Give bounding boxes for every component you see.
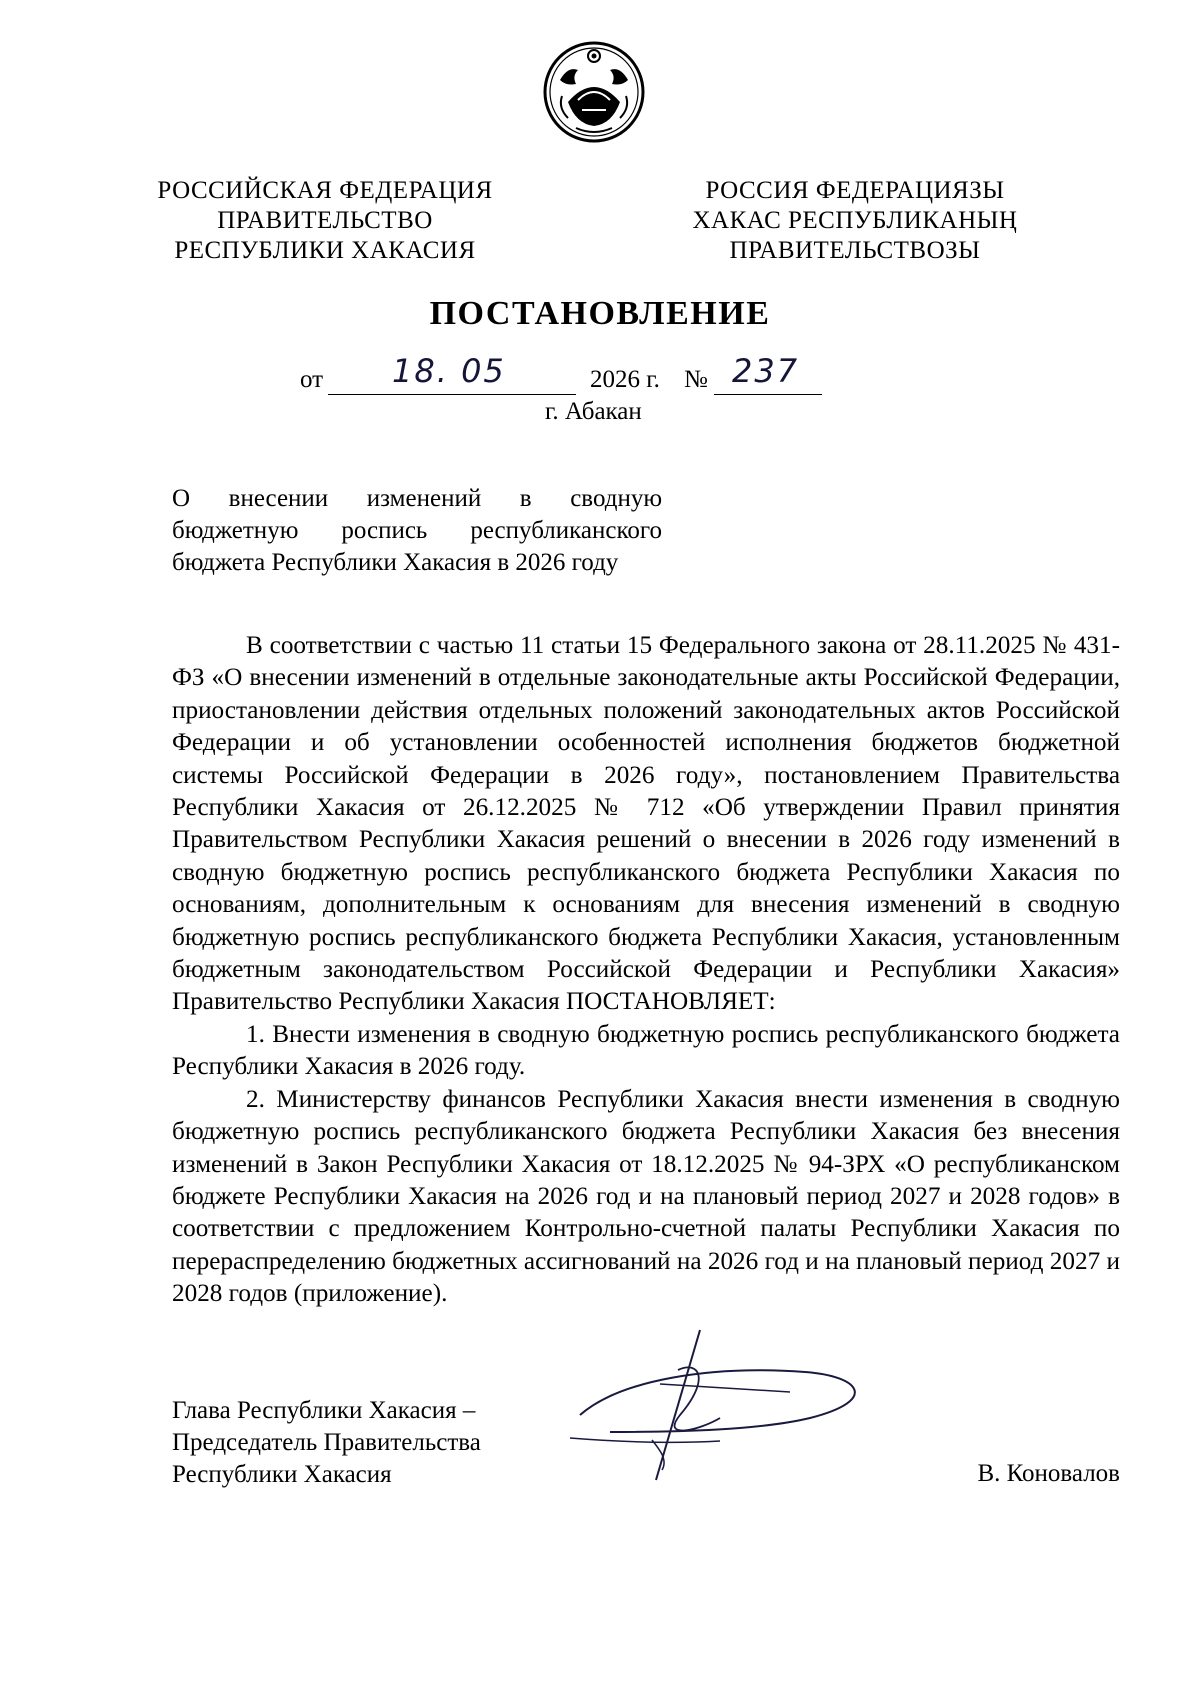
subject-line-3: бюджета Республики Хакасия в 2026 году xyxy=(172,549,619,576)
signatory-position-line-2: Председатель Правительства xyxy=(172,1429,481,1456)
body-paragraph-item-1: 1. Внести изменения в сводную бюджетную роспись республиканского бюджета Республики Хакасия в 2026 году. xyxy=(172,1020,1120,1081)
header-left-line-3: РЕСПУБЛИКИ ХАКАСИЯ xyxy=(174,237,476,264)
header-right-line-3: ПРАВИТЕЛЬСТВОЗЫ xyxy=(729,237,981,264)
document-body xyxy=(172,630,1120,1311)
date-handwritten: 18. 05 xyxy=(392,352,506,390)
dateline xyxy=(300,352,900,400)
header-khakas xyxy=(685,176,1025,266)
body-paragraph-item-2: 2. Министерству финансов Республики Хакасия внести изменения в сводную бюджетную роспись республиканского бюджета Республики Хакасия без внесения изменений в Закон Республики Хакасия от 18.12.2025 № 94-ЗРХ «О республиканском бюджете Республики Хакасия на 2026 год и на плановый период 2027 и 2028 годов» в соответствии с предложением Контрольно-счетной палаты Республики Хакасия по перераспределению бюджетных ассигнований на 2026 год и на плановый период 2027 и 2028 годов (приложение). xyxy=(172,1085,1120,1308)
document-subject xyxy=(172,483,662,579)
signatory-position-line-1: Глава Республики Хакасия – xyxy=(172,1397,476,1424)
date-from-label: от xyxy=(300,366,324,393)
date-underline xyxy=(328,394,576,395)
header-left-line-2: ПРАВИТЕЛЬСТВО xyxy=(217,207,433,234)
signatory-name: В. Коновалов xyxy=(977,1460,1120,1487)
city: г. Абакан xyxy=(545,398,642,425)
number-label: № xyxy=(684,366,708,393)
number-underline xyxy=(714,394,822,395)
subject-line-1: О внесении изменений в сводную xyxy=(172,485,662,512)
signatory-position xyxy=(172,1395,481,1491)
header-left-line-1: РОССИЙСКАЯ ФЕДЕРАЦИЯ xyxy=(157,177,493,204)
handwritten-signature-icon xyxy=(560,1320,900,1490)
document-title: ПОСТАНОВЛЕНИЕ xyxy=(429,295,771,332)
header-russian xyxy=(145,176,505,266)
header-right-line-2: ХАКАС РЕСПУБЛИКАНЫҢ xyxy=(692,207,1018,234)
body-paragraph-preamble: В соответствии с частью 11 статьи 15 Федерального закона от 28.11.2025 № 431-ФЗ «О внесении изменений в отдельные законодательные акты Российской Федерации, приостановлении действия отдельных положений законодательных актов Российской Федерации и об установлении особенностей исполнения бюджетов бюджетной системы Российской Федерации в 2026 году», постановлением Правительства Республики Хакасия от 26.12.2025 № 712 «Об утверждении Правил принятия Правительством Республики Хакасия решений о внесении в 2026 году изменений в сводную бюджетную роспись республиканского бюджета Республики Хакасия по основаниям, дополнительным к основаниям для внесения изменений в сводную бюджетную роспись республиканского бюджета Республики Хакасия, установленным бюджетным законодательством Российской Федерации и Республики Хакасия» Правительство Республики Хакасия ПОСТАНОВЛЯЕТ: xyxy=(172,632,1120,1016)
header-right-line-1: РОССИЯ ФЕДЕРАЦИЯЗЫ xyxy=(705,177,1005,204)
signatory-position-line-3: Республики Хакасия xyxy=(172,1461,392,1488)
number-handwritten: 237 xyxy=(732,352,800,390)
date-year: 2026 г. xyxy=(590,366,660,393)
coat-of-arms-icon xyxy=(542,40,646,144)
subject-line-2: бюджетную роспись республиканского xyxy=(172,517,662,544)
